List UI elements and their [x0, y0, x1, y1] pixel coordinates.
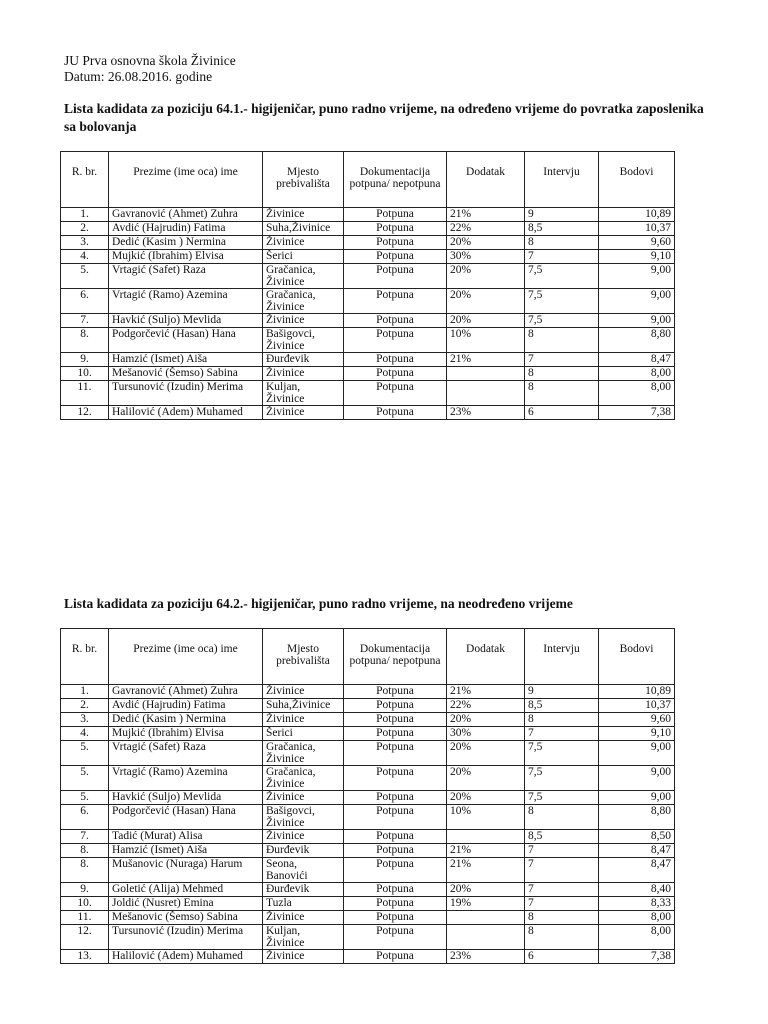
- col-header-bonus: Dodatak: [447, 629, 525, 685]
- cell-name: Mešanović (Šemso) Sabina: [109, 367, 263, 381]
- cell-interview: 8,5: [525, 830, 599, 844]
- cell-bonus: 19%: [447, 897, 525, 911]
- cell-name: Gavranović (Ahmet) Zuhra: [109, 208, 263, 222]
- cell-points: 10,37: [599, 222, 675, 236]
- cell-points: 8,33: [599, 897, 675, 911]
- cell-interview: 7,5: [525, 289, 599, 314]
- cell-rbr: 8.: [61, 858, 109, 883]
- cell-bonus: 20%: [447, 883, 525, 897]
- col-header-rbr: R. br.: [61, 629, 109, 685]
- cell-documentation: Potpuna: [344, 713, 447, 727]
- table-row: [61, 314, 675, 328]
- cell-bonus: 30%: [447, 250, 525, 264]
- cell-interview: 7: [525, 897, 599, 911]
- cell-rbr: 7.: [61, 830, 109, 844]
- cell-bonus: 20%: [447, 264, 525, 289]
- cell-rbr: 9.: [61, 353, 109, 367]
- cell-interview: 7,5: [525, 314, 599, 328]
- table-row: [61, 858, 675, 883]
- cell-documentation: Potpuna: [344, 222, 447, 236]
- cell-interview: 7,5: [525, 766, 599, 791]
- cell-bonus: [447, 830, 525, 844]
- cell-documentation: Potpuna: [344, 353, 447, 367]
- table-row: [61, 699, 675, 713]
- cell-bonus: [447, 367, 525, 381]
- cell-rbr: 5.: [61, 766, 109, 791]
- cell-residence: Đurđevik: [263, 883, 344, 897]
- col-header-name: Prezime (ime oca) ime: [109, 629, 263, 685]
- cell-name: Goletić (Alija) Mehmed: [109, 883, 263, 897]
- cell-name: Mešanovic (Šemso) Sabina: [109, 911, 263, 925]
- cell-bonus: 10%: [447, 805, 525, 830]
- table-row: [61, 236, 675, 250]
- cell-bonus: 21%: [447, 208, 525, 222]
- cell-interview: 7: [525, 353, 599, 367]
- cell-bonus: 21%: [447, 858, 525, 883]
- cell-interview: 9: [525, 685, 599, 699]
- table-row: [61, 353, 675, 367]
- cell-bonus: 20%: [447, 791, 525, 805]
- cell-rbr: 2.: [61, 699, 109, 713]
- table-row: [61, 406, 675, 420]
- table-row: [61, 950, 675, 964]
- table-row: [61, 685, 675, 699]
- cell-name: Hamzić (Ismet) Aiša: [109, 353, 263, 367]
- table-row: [61, 250, 675, 264]
- cell-residence: Šerici: [263, 250, 344, 264]
- cell-residence: Đurđevik: [263, 844, 344, 858]
- cell-bonus: 21%: [447, 685, 525, 699]
- cell-points: 8,00: [599, 367, 675, 381]
- cell-residence: Tuzla: [263, 897, 344, 911]
- col-header-residence: Mjesto prebivališta: [263, 629, 344, 685]
- cell-bonus: 20%: [447, 766, 525, 791]
- cell-name: Hamzić (Ismet) Aiša: [109, 844, 263, 858]
- cell-documentation: Potpuna: [344, 741, 447, 766]
- cell-residence: Živinice: [263, 208, 344, 222]
- col-header-bonus: Dodatak: [447, 152, 525, 208]
- cell-rbr: 4.: [61, 727, 109, 741]
- cell-name: Mušanovic (Nuraga) Harum: [109, 858, 263, 883]
- cell-documentation: Potpuna: [344, 250, 447, 264]
- table-row: [61, 844, 675, 858]
- cell-documentation: Potpuna: [344, 236, 447, 250]
- cell-documentation: Potpuna: [344, 289, 447, 314]
- cell-residence: Bašigovci, Živinice: [263, 805, 344, 830]
- table-row: [61, 897, 675, 911]
- col-header-documentation: Dokumentacija potpuna/ nepotpuna: [344, 629, 447, 685]
- cell-rbr: 3.: [61, 236, 109, 250]
- cell-rbr: 7.: [61, 314, 109, 328]
- cell-interview: 7: [525, 727, 599, 741]
- cell-residence: Živinice: [263, 830, 344, 844]
- cell-residence: Živinice: [263, 685, 344, 699]
- list1-title: Lista kadidata za poziciju 64.1.- higijeničar, puno radno vrijeme, na određeno vrijeme do povratka zaposlenika sa bolovanja: [64, 101, 704, 134]
- cell-residence: Gračanica, Živinice: [263, 289, 344, 314]
- col-header-points: Bodovi: [599, 152, 675, 208]
- cell-interview: 8: [525, 236, 599, 250]
- cell-bonus: 21%: [447, 844, 525, 858]
- cell-documentation: Potpuna: [344, 805, 447, 830]
- list2-title: Lista kadidata za poziciju 64.2.- higijeničar, puno radno vrijeme, na neodređeno vrijeme: [64, 596, 573, 611]
- cell-rbr: 2.: [61, 222, 109, 236]
- cell-documentation: Potpuna: [344, 766, 447, 791]
- cell-interview: 7,5: [525, 741, 599, 766]
- cell-residence: Živinice: [263, 791, 344, 805]
- cell-bonus: 23%: [447, 950, 525, 964]
- cell-residence: Kuljan, Živinice: [263, 925, 344, 950]
- cell-points: 9,10: [599, 727, 675, 741]
- cell-rbr: 6.: [61, 805, 109, 830]
- table-row: [61, 208, 675, 222]
- cell-documentation: Potpuna: [344, 314, 447, 328]
- cell-name: Podgorčević (Hasan) Hana: [109, 805, 263, 830]
- cell-points: 8,40: [599, 883, 675, 897]
- cell-residence: Gračanica, Živinice: [263, 766, 344, 791]
- cell-name: Mujkić (Ibrahim) Elvisa: [109, 250, 263, 264]
- cell-interview: 9: [525, 208, 599, 222]
- cell-documentation: Potpuna: [344, 727, 447, 741]
- cell-documentation: Potpuna: [344, 844, 447, 858]
- cell-rbr: 9.: [61, 883, 109, 897]
- cell-points: 9,00: [599, 741, 675, 766]
- cell-rbr: 3.: [61, 713, 109, 727]
- cell-points: 8,50: [599, 830, 675, 844]
- cell-name: Gavranović (Ahmet) Zuhra: [109, 685, 263, 699]
- cell-rbr: 5.: [61, 741, 109, 766]
- table-row: [61, 381, 675, 406]
- cell-rbr: 12.: [61, 406, 109, 420]
- cell-bonus: [447, 925, 525, 950]
- cell-rbr: 13.: [61, 950, 109, 964]
- cell-points: 9,00: [599, 314, 675, 328]
- cell-points: 8,80: [599, 805, 675, 830]
- cell-documentation: Potpuna: [344, 925, 447, 950]
- col-header-interview: Intervju: [525, 629, 599, 685]
- cell-points: 10,37: [599, 699, 675, 713]
- table-header-row: [61, 152, 675, 208]
- cell-interview: 8: [525, 805, 599, 830]
- cell-interview: 7,5: [525, 264, 599, 289]
- cell-bonus: 20%: [447, 741, 525, 766]
- cell-rbr: 6.: [61, 289, 109, 314]
- cell-bonus: [447, 911, 525, 925]
- cell-bonus: 30%: [447, 727, 525, 741]
- table-row: [61, 925, 675, 950]
- cell-interview: 6: [525, 406, 599, 420]
- cell-rbr: 11.: [61, 381, 109, 406]
- cell-name: Vrtagić (Safet) Raza: [109, 741, 263, 766]
- cell-name: Tursunović (Izudin) Merima: [109, 381, 263, 406]
- cell-name: Dedić (Kasim ) Nermina: [109, 236, 263, 250]
- cell-bonus: 23%: [447, 406, 525, 420]
- cell-residence: Živinice: [263, 406, 344, 420]
- cell-interview: 6: [525, 950, 599, 964]
- cell-interview: 7: [525, 844, 599, 858]
- table-row: [61, 222, 675, 236]
- candidate-table-64-2: [60, 628, 675, 964]
- cell-points: 8,00: [599, 911, 675, 925]
- cell-name: Halilović (Adem) Muhamed: [109, 406, 263, 420]
- cell-points: 9,10: [599, 250, 675, 264]
- cell-points: 8,80: [599, 328, 675, 353]
- cell-documentation: Potpuna: [344, 685, 447, 699]
- cell-points: 9,00: [599, 791, 675, 805]
- cell-name: Dedić (Kasim ) Nermina: [109, 713, 263, 727]
- cell-interview: 8: [525, 713, 599, 727]
- table-row: [61, 766, 675, 791]
- document-date: Datum: 26.08.2016. godine: [64, 69, 213, 84]
- cell-documentation: Potpuna: [344, 897, 447, 911]
- cell-residence: Živinice: [263, 713, 344, 727]
- cell-bonus: 22%: [447, 222, 525, 236]
- cell-interview: 8: [525, 328, 599, 353]
- cell-points: 7,38: [599, 950, 675, 964]
- col-header-points: Bodovi: [599, 629, 675, 685]
- cell-rbr: 5.: [61, 791, 109, 805]
- table-header-row: [61, 629, 675, 685]
- cell-points: 7,38: [599, 406, 675, 420]
- cell-points: 8,47: [599, 858, 675, 883]
- cell-points: 10,89: [599, 208, 675, 222]
- cell-name: Avdić (Hajrudin) Fatima: [109, 699, 263, 713]
- col-header-documentation: Dokumentacija potpuna/ nepotpuna: [344, 152, 447, 208]
- cell-residence: Suha,Živinice: [263, 222, 344, 236]
- cell-residence: Živinice: [263, 911, 344, 925]
- cell-points: 9,60: [599, 236, 675, 250]
- cell-documentation: Potpuna: [344, 950, 447, 964]
- cell-residence: Seona, Banovići: [263, 858, 344, 883]
- table-row: [61, 289, 675, 314]
- cell-interview: 8: [525, 367, 599, 381]
- cell-name: Joldić (Nusret) Emina: [109, 897, 263, 911]
- cell-rbr: 11.: [61, 911, 109, 925]
- cell-documentation: Potpuna: [344, 406, 447, 420]
- table-row: [61, 727, 675, 741]
- cell-rbr: 10.: [61, 367, 109, 381]
- cell-bonus: 20%: [447, 713, 525, 727]
- cell-bonus: 20%: [447, 289, 525, 314]
- cell-documentation: Potpuna: [344, 381, 447, 406]
- cell-rbr: 5.: [61, 264, 109, 289]
- cell-rbr: 8.: [61, 844, 109, 858]
- cell-name: Halilović (Adem) Muhamed: [109, 950, 263, 964]
- cell-residence: Šerici: [263, 727, 344, 741]
- cell-documentation: Potpuna: [344, 911, 447, 925]
- cell-documentation: Potpuna: [344, 699, 447, 713]
- candidate-table-64-1: [60, 151, 675, 420]
- cell-bonus: 21%: [447, 353, 525, 367]
- cell-name: Vrtagić (Ramo) Azemina: [109, 289, 263, 314]
- cell-bonus: [447, 381, 525, 406]
- cell-points: 10,89: [599, 685, 675, 699]
- cell-residence: Đurđevik: [263, 353, 344, 367]
- cell-name: Avdić (Hajrudin) Fatima: [109, 222, 263, 236]
- cell-rbr: 1.: [61, 685, 109, 699]
- cell-name: Havkić (Suljo) Mevlida: [109, 314, 263, 328]
- table-row: [61, 367, 675, 381]
- cell-points: 8,00: [599, 381, 675, 406]
- cell-residence: Živinice: [263, 367, 344, 381]
- cell-bonus: 22%: [447, 699, 525, 713]
- col-header-name: Prezime (ime oca) ime: [109, 152, 263, 208]
- cell-residence: Gračanica, Živinice: [263, 264, 344, 289]
- cell-interview: 7: [525, 883, 599, 897]
- cell-interview: 7: [525, 858, 599, 883]
- table-row: [61, 791, 675, 805]
- cell-name: Vrtagić (Ramo) Azemina: [109, 766, 263, 791]
- cell-rbr: 1.: [61, 208, 109, 222]
- cell-rbr: 10.: [61, 897, 109, 911]
- table-row: [61, 713, 675, 727]
- cell-name: Tursunović (Izudin) Merima: [109, 925, 263, 950]
- cell-residence: Suha,Živinice: [263, 699, 344, 713]
- cell-documentation: Potpuna: [344, 883, 447, 897]
- col-header-interview: Intervju: [525, 152, 599, 208]
- cell-interview: 8,5: [525, 699, 599, 713]
- cell-name: Tadić (Murat) Alisa: [109, 830, 263, 844]
- cell-residence: Bašigovci, Živinice: [263, 328, 344, 353]
- cell-interview: 8,5: [525, 222, 599, 236]
- cell-name: Havkić (Suljo) Mevlida: [109, 791, 263, 805]
- col-header-residence: Mjesto prebivališta: [263, 152, 344, 208]
- cell-documentation: Potpuna: [344, 264, 447, 289]
- cell-interview: 7: [525, 250, 599, 264]
- table-row: [61, 328, 675, 353]
- cell-residence: Živinice: [263, 314, 344, 328]
- cell-name: Podgorčević (Hasan) Hana: [109, 328, 263, 353]
- cell-interview: 8: [525, 381, 599, 406]
- cell-documentation: Potpuna: [344, 830, 447, 844]
- school-name: JU Prva osnovna škola Živinice: [64, 53, 236, 68]
- cell-bonus: 10%: [447, 328, 525, 353]
- cell-documentation: Potpuna: [344, 858, 447, 883]
- table-row: [61, 805, 675, 830]
- cell-interview: 8: [525, 925, 599, 950]
- cell-points: 8,47: [599, 353, 675, 367]
- cell-documentation: Potpuna: [344, 208, 447, 222]
- cell-points: 9,00: [599, 766, 675, 791]
- cell-bonus: 20%: [447, 314, 525, 328]
- table-row: [61, 883, 675, 897]
- cell-points: 9,60: [599, 713, 675, 727]
- cell-points: 9,00: [599, 289, 675, 314]
- cell-rbr: 4.: [61, 250, 109, 264]
- table-row: [61, 264, 675, 289]
- table-row: [61, 741, 675, 766]
- cell-residence: Živinice: [263, 236, 344, 250]
- table-row: [61, 830, 675, 844]
- cell-rbr: 8.: [61, 328, 109, 353]
- cell-points: 9,00: [599, 264, 675, 289]
- cell-name: Mujkić (Ibrahim) Elvisa: [109, 727, 263, 741]
- cell-documentation: Potpuna: [344, 367, 447, 381]
- cell-residence: Gračanica, Živinice: [263, 741, 344, 766]
- table-row: [61, 911, 675, 925]
- cell-interview: 7,5: [525, 791, 599, 805]
- cell-points: 8,00: [599, 925, 675, 950]
- cell-residence: Živinice: [263, 950, 344, 964]
- col-header-rbr: R. br.: [61, 152, 109, 208]
- cell-residence: Kuljan, Živinice: [263, 381, 344, 406]
- cell-documentation: Potpuna: [344, 328, 447, 353]
- cell-interview: 8: [525, 911, 599, 925]
- cell-documentation: Potpuna: [344, 791, 447, 805]
- cell-rbr: 12.: [61, 925, 109, 950]
- cell-name: Vrtagić (Safet) Raza: [109, 264, 263, 289]
- cell-points: 8,47: [599, 844, 675, 858]
- cell-bonus: 20%: [447, 236, 525, 250]
